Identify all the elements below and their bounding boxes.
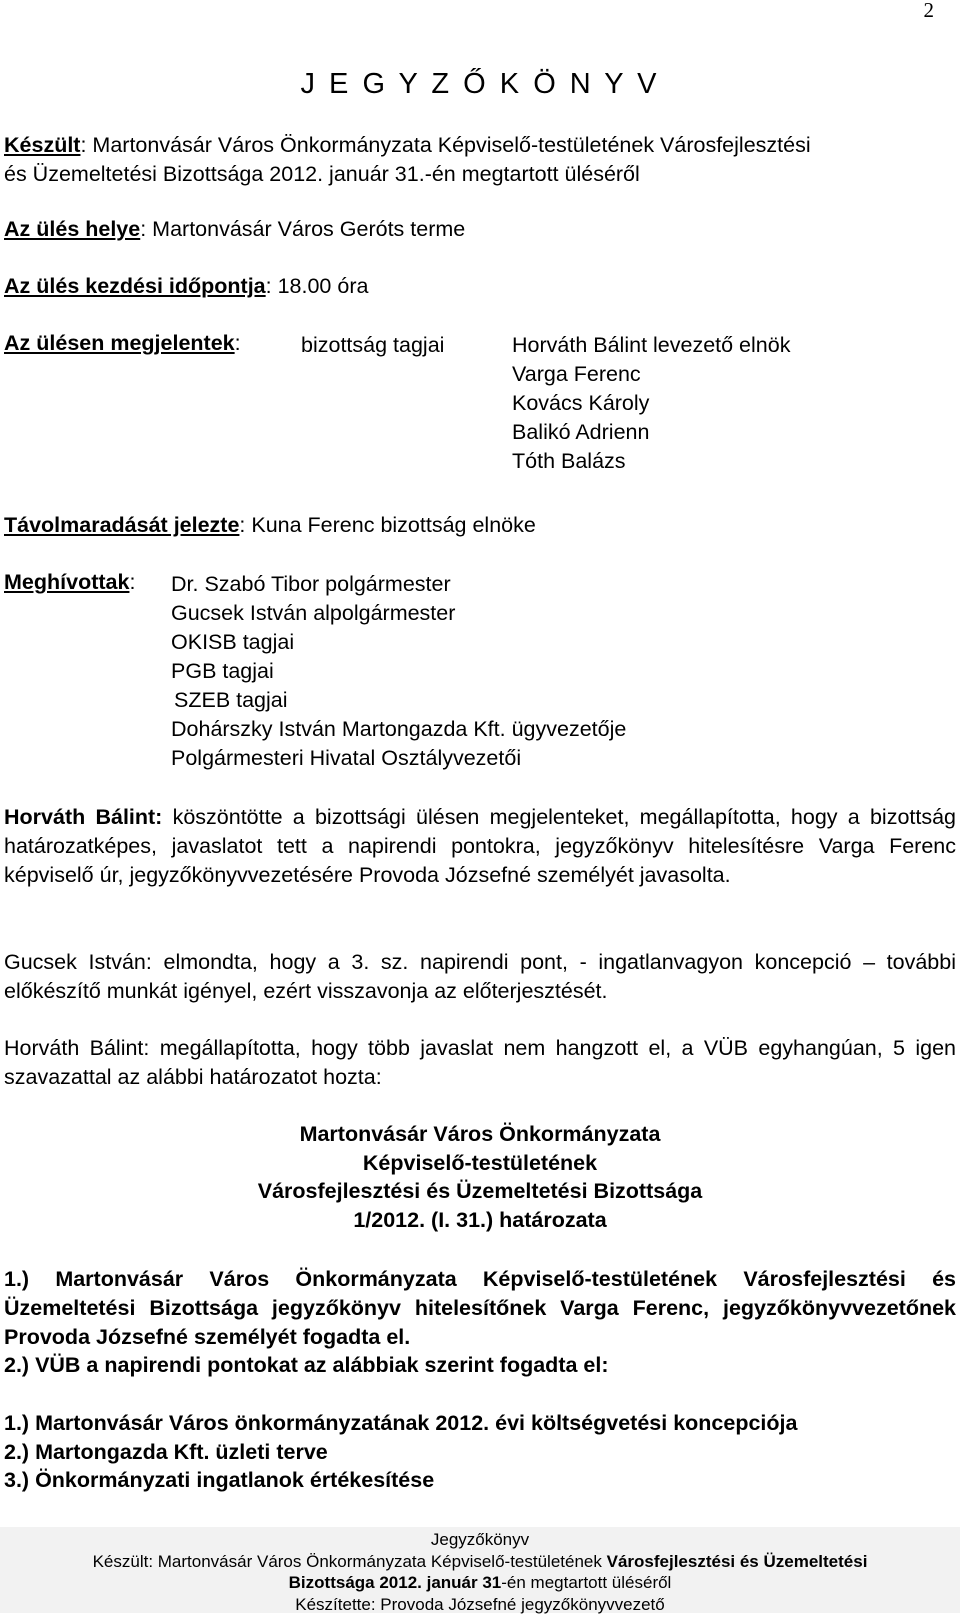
invitee-item: Gucsek István alpolgármester	[171, 599, 626, 628]
footer-line2-bold: Városfejlesztési és Üzemeltetési	[607, 1552, 868, 1571]
footer-author: Készítette: Provoda Józsefné jegyzőkönyvvezető	[0, 1594, 960, 1615]
invitee-item: PGB tagjai	[171, 657, 626, 686]
resolution-heading	[0, 1120, 960, 1234]
agenda-list	[4, 1409, 797, 1495]
agenda-item: 3.) Önkormányzati ingatlanok értékesítése	[4, 1466, 797, 1495]
footer-title: Jegyzőkönyv	[0, 1529, 960, 1551]
invitee-item: Dr. Szabó Tibor polgármester	[171, 570, 626, 599]
tavolmaradas-label: Távolmaradását jelezte	[4, 513, 239, 537]
invitee-item: Dohárszky István Martongazda Kft. ügyvezetője	[171, 715, 626, 744]
meghivottak-label-row	[4, 570, 135, 595]
megjelentek-label-row	[4, 331, 241, 356]
member-item: Tóth Balázs	[512, 447, 790, 476]
ules-helye	[4, 217, 465, 242]
footer-line3-bold: Bizottsága 2012. január 31	[289, 1573, 502, 1592]
footer-line2-normal: Készült: Martonvásár Város Önkormányzata Képviselő-testületének	[93, 1552, 607, 1571]
invitee-item: Polgármesteri Hivatal Osztályvezetői	[171, 744, 626, 773]
paragraph-text: köszöntötte a bizottsági ülésen megjelenteket, megállapította, hogy a bizottság határozatképes, javaslatot tett a napirendi pontokra, jegyzőkönyv hitelesítésre Varga Ferenc képviselő úr, jegyzőkönyvvezetésére Provoda Józsefné személyét javasolta.	[4, 805, 956, 887]
keszult-label: Készült	[4, 133, 80, 157]
invitee-item: SZEB tagjai	[171, 686, 626, 715]
resolution-heading-line: Városfejlesztési és Üzemeltetési Bizottsága	[0, 1177, 960, 1206]
member-item: Varga Ferenc	[512, 360, 790, 389]
invitee-item: OKISB tagjai	[171, 628, 626, 657]
resolution-heading-line: 1/2012. (I. 31.) határozata	[0, 1206, 960, 1235]
paragraph-gucsek: Gucsek István: elmondta, hogy a 3. sz. napirendi pont, - ingatlanvagyon koncepció – további előkészítő munkát igényel, ezért visszavonja az előterjesztését.	[4, 948, 956, 1006]
footer-line3-normal: -én megtartott üléséről	[501, 1573, 671, 1592]
resolution-heading-line: Képviselő-testületének	[0, 1149, 960, 1178]
helye-label: Az ülés helye	[4, 217, 140, 241]
agenda-item: 1.) Martonvásár Város önkormányzatának 2012. évi költségvetési koncepciója	[4, 1409, 797, 1438]
document-title: J E G Y Z Ő K Ö N Y V	[0, 68, 960, 101]
member-item: Kovács Károly	[512, 389, 790, 418]
paragraph-opening	[4, 803, 956, 890]
megjelentek-group: bizottság tagjai	[301, 331, 444, 360]
resolution-point-2: 2.) VÜB a napirendi pontokat az alábbiak szerint fogadta el:	[4, 1353, 609, 1378]
meghivottak-list	[171, 570, 626, 773]
keszult-line2: és Üzemeltetési Bizottsága 2012. január 31.-én megtartott üléséről	[4, 160, 811, 189]
keszult-line1: : Martonvásár Város Önkormányzata Képviselő-testületének Városfejlesztési	[80, 133, 810, 157]
keszult-block	[4, 131, 811, 188]
member-item: Horváth Bálint levezető elnök	[512, 331, 790, 360]
kezdes-value: : 18.00 óra	[266, 274, 369, 298]
megjelentek-label: Az ülésen megjelentek	[4, 331, 235, 355]
kezdes-label: Az ülés kezdési időpontja	[4, 274, 266, 298]
ules-kezdes	[4, 274, 368, 299]
megjelentek-members	[512, 331, 790, 476]
helye-value: : Martonvásár Város Geróts terme	[140, 217, 465, 241]
agenda-item: 2.) Martongazda Kft. üzleti terve	[4, 1438, 797, 1467]
page-number: 2	[924, 0, 935, 23]
resolution-heading-line: Martonvásár Város Önkormányzata	[0, 1120, 960, 1149]
meghivottak-colon: :	[129, 570, 135, 594]
resolution-point-1: 1.) Martonvásár Város Önkormányzata Képviselő-testületének Városfejlesztési és Üzemeltetési Bizottsága jegyzőkönyv hitelesítőnek Varga Ferenc, jegyzőkönyvvezetőnek Provoda Józsefné személyét fogadta el.	[4, 1265, 956, 1352]
member-item: Balikó Adrienn	[512, 418, 790, 447]
page-footer	[0, 1527, 960, 1613]
paragraph-decision: Horváth Bálint: megállapította, hogy több javaslat nem hangzott el, a VÜB egyhangúan, 5 igen szavazattal az alábbi határozatot hozta:	[4, 1034, 956, 1092]
tavolmaradas-value: : Kuna Ferenc bizottság elnöke	[239, 513, 535, 537]
tavolmaradas	[4, 513, 536, 538]
meghivottak-label: Meghívottak	[4, 570, 129, 594]
speaker-name: Horváth Bálint:	[4, 805, 162, 829]
megjelentek-colon: :	[235, 331, 241, 355]
